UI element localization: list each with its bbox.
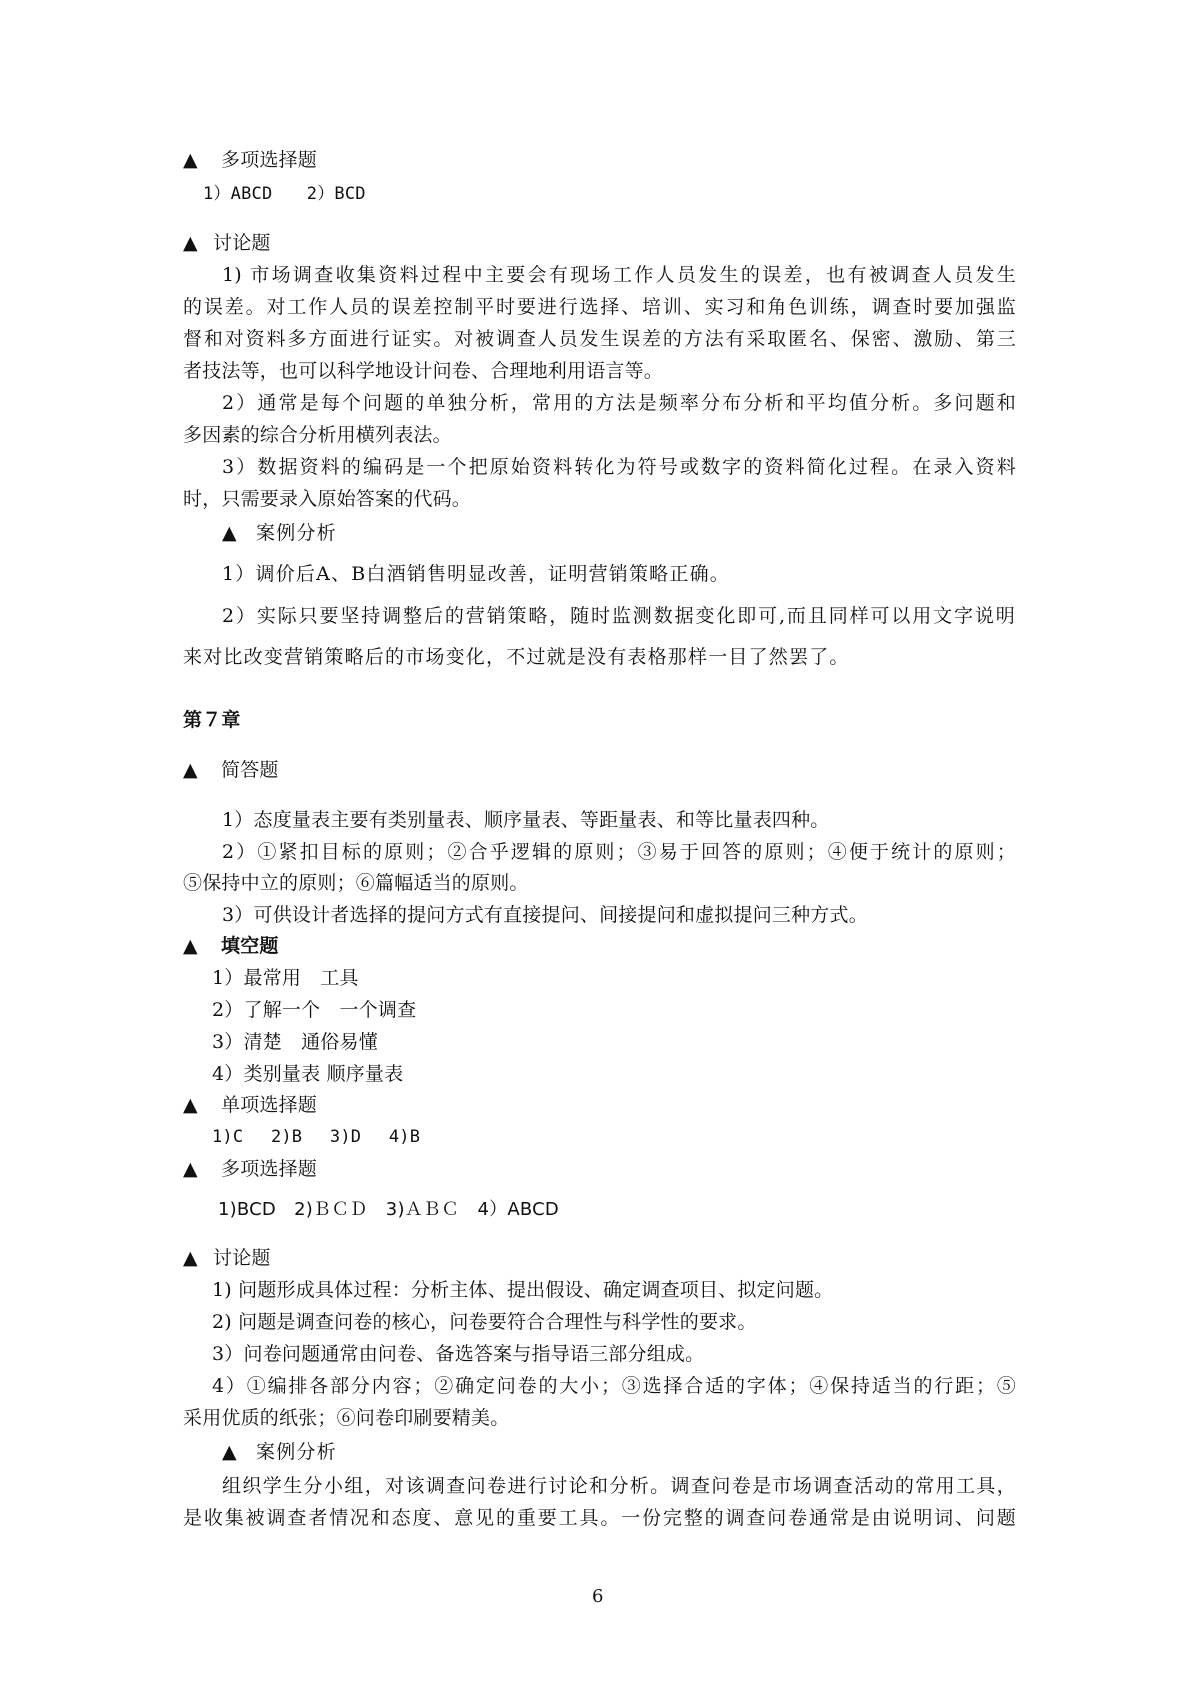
multiple-choice-answers: 1)BCD 2)ＢＣＤ 3)ＡＢＣ 4）ABCD — [218, 1199, 559, 1220]
discussion-line: 1) 问题形成具体过程：分析主体、提出假设、确定调查项目、拟定问题。 — [212, 1279, 834, 1301]
fill-blank-line: 2）了解一个 一个调查 — [212, 999, 417, 1021]
triangle-icon: ▲ — [222, 1441, 238, 1463]
single-choice-answers: 1)C 2)B 3)D 4)B — [212, 1127, 421, 1147]
multiple-choice-heading: ▲ 多项选择题 — [183, 1158, 318, 1180]
triangle-icon: ▲ — [183, 1158, 198, 1180]
short-answer-line: 3）可供设计者选择的提问方式有直接提问、间接提问和虚拟提问三种方式。 — [222, 904, 868, 926]
discussion-line: 3）数据资料的编码是一个把原始资料转化为符号或数字的资料简化过程。在录入资料 — [222, 456, 1016, 478]
discussion-line: 2) 问题是调查问卷的核心，问卷要符合合理性与科学性的要求。 — [212, 1311, 757, 1333]
discussion-heading: ▲ 讨论题 — [183, 232, 271, 254]
triangle-icon: ▲ — [183, 759, 198, 781]
discussion-line: 采用优质的纸张；⑥问卷印刷要精美。 — [183, 1407, 510, 1429]
discussion-line: 者技法等，也可以科学地设计问卷、合理地利用语言等。 — [183, 360, 664, 382]
triangle-icon: ▲ — [183, 935, 198, 957]
triangle-icon: ▲ — [183, 1094, 198, 1116]
case-line: 1）调价后A、B白酒销售明显改善，证明营销策略正确。 — [222, 563, 730, 585]
discussion-line: 的误差。对工作人员的误差控制平时要进行选择、培训、实习和角色训练，调查时要加强监 — [183, 296, 1016, 318]
page-number: 6 — [592, 1586, 604, 1607]
short-answer-line: 2）①紧扣目标的原则；②合乎逻辑的原则；③易于回答的原则；④便于统计的原则； — [222, 841, 1016, 863]
single-choice-heading: ▲ 单项选择题 — [183, 1094, 318, 1116]
triangle-icon: ▲ — [183, 1247, 198, 1269]
discussion-line: 2）通常是每个问题的单独分析，常用的方法是频率分布分析和平均值分析。多问题和 — [222, 392, 1016, 414]
discussion-line: 督和对资料多方面进行证实。对被调查人员发生误差的方法有采取匿名、保密、激励、第三 — [183, 328, 1016, 350]
triangle-icon: ▲ — [222, 522, 238, 544]
multiple-choice-answers: 1）ABCD 2）BCD — [203, 184, 366, 204]
multiple-choice-heading: ▲ 多项选择题 — [183, 149, 318, 171]
fill-blank-line: 1）最常用 工具 — [212, 967, 359, 989]
case-line: 来对比改变营销策略后的市场变化，不过就是没有表格那样一目了然罢了。 — [183, 646, 850, 668]
triangle-icon: ▲ — [183, 232, 198, 254]
case-line: 组织学生分小组，对该调查问卷进行讨论和分析。调查问卷是市场调查活动的常用工具， — [222, 1475, 1016, 1497]
case-heading: ▲ 案例分析 — [222, 1441, 337, 1463]
chapter-title: 第７章 — [183, 709, 241, 731]
short-answer-line: ⑤保持中立的原则；⑥篇幅适当的原则。 — [183, 872, 529, 894]
short-answer-heading: ▲ 简答题 — [183, 759, 279, 781]
short-answer-line: 1）态度量表主要有类别量表、顺序量表、等距量表、和等比量表四种。 — [222, 809, 830, 831]
discussion-line: 多因素的综合分析用横列表法。 — [183, 424, 452, 446]
fill-blank-line: 4）类别量表 顺序量表 — [212, 1063, 404, 1085]
discussion-line: 时，只需要录入原始答案的代码。 — [183, 488, 472, 510]
fill-blank-heading: ▲ 填空题 — [183, 935, 279, 957]
triangle-icon: ▲ — [183, 149, 198, 171]
fill-blank-line: 3）清楚 通俗易懂 — [212, 1031, 378, 1053]
discussion-heading: ▲ 讨论题 — [183, 1247, 271, 1269]
discussion-line: 3）问卷问题通常由问卷、备选答案与指导语三部分组成。 — [212, 1343, 705, 1365]
case-line: 2）实际只要坚持调整后的营销策略，随时监测数据变化即可,而且同样可以用文字说明 — [222, 605, 1016, 627]
case-heading: ▲ 案例分析 — [222, 522, 337, 544]
discussion-line: 4）①编排各部分内容；②确定问卷的大小；③选择合适的字体；④保持适当的行距；⑤ — [212, 1375, 1016, 1397]
case-line: 是收集被调查者情况和态度、意见的重要工具。一份完整的调查问卷通常是由说明词、问题 — [183, 1507, 1016, 1529]
discussion-line: 1) 市场调查收集资料过程中主要会有现场工作人员发生的误差，也有被调查人员发生 — [222, 264, 1016, 286]
